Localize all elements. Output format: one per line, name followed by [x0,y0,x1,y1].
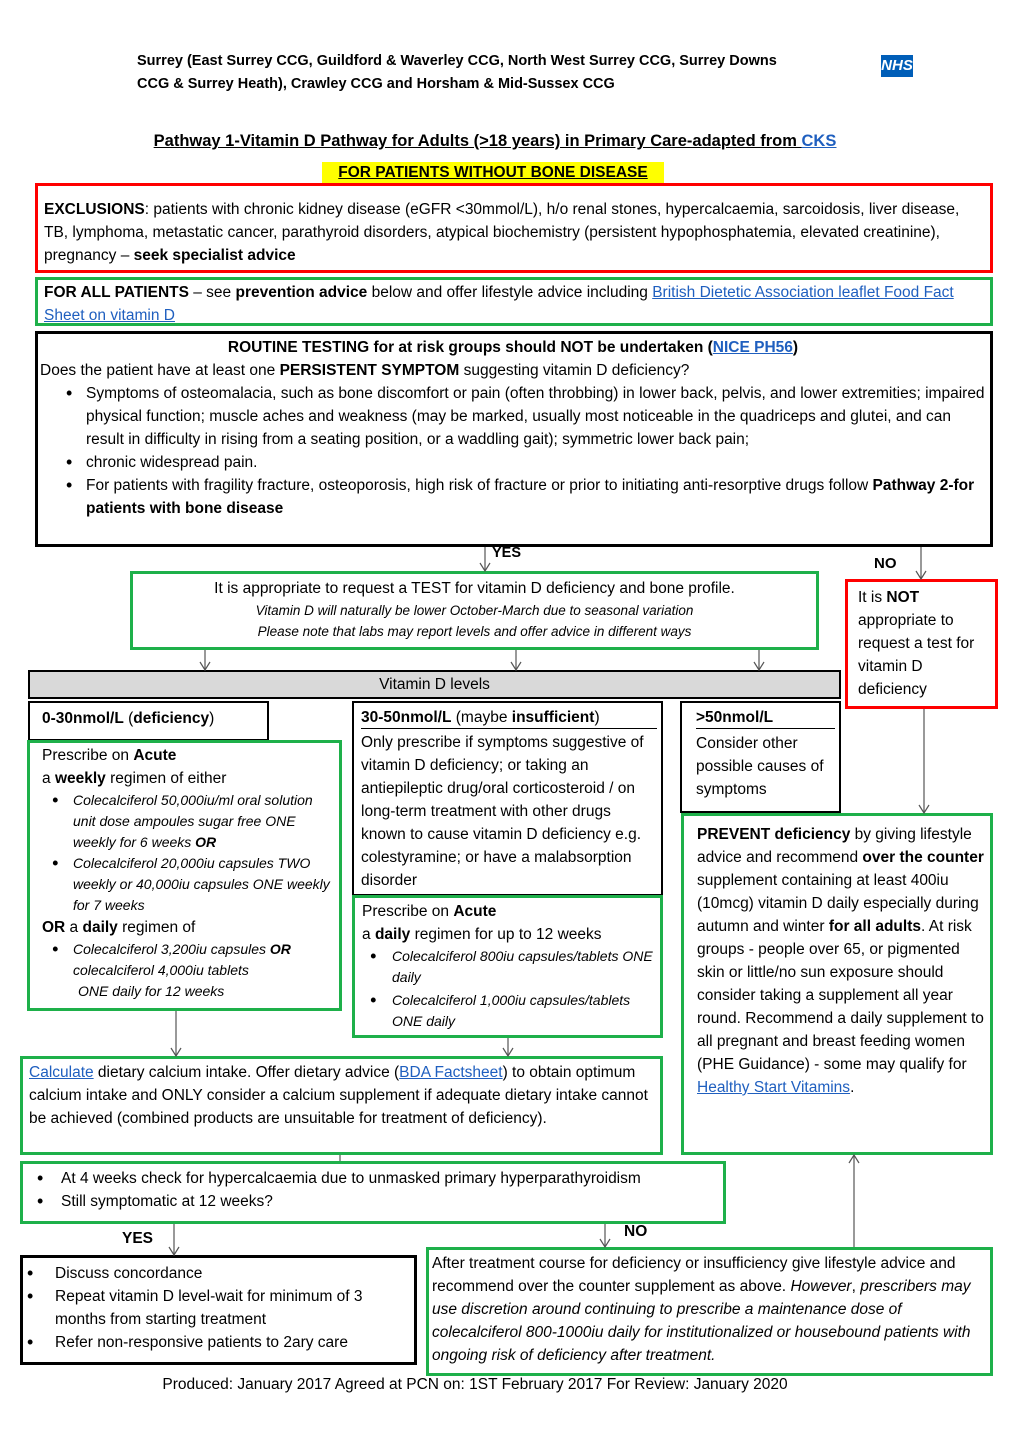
regimen-1-or: OR [195,834,217,850]
action-item: • Refer non-responsive patients to 2ary care [23,1331,410,1354]
after-italic-1: However [790,1278,852,1295]
question-text-2: suggesting vitamin D deficiency? [459,362,690,379]
all-patients-label: FOR ALL PATIENTS [44,284,189,301]
bda-factsheet-link[interactable]: BDA Factsheet [399,1064,503,1081]
all-patients-text-1: – see [188,284,236,301]
no-label-bottom: NO [624,1223,648,1240]
daily-bold: daily [82,919,118,936]
yes-label-bottom: YES [122,1230,154,1247]
subtitle-text: FOR PATIENTS WITHOUT BONE DISEASE [338,164,648,181]
test-line-3: Please note that labs may report levels and offer advice in different ways [257,624,692,639]
title-text: Pathway 1-Vitamin D Pathway for Adults (>18 years) in Primary Care-adapted from [153,132,802,150]
daily-post: regimen of [117,919,196,936]
not-appropriate-bold: NOT [886,589,920,606]
over50-text: Consider other possible causes of symptoms [696,735,824,798]
nice-ph56-link[interactable]: NICE PH56 [712,339,793,356]
routine-heading-end: ) [792,339,799,356]
question-text-1: Does the patient have at least one [40,362,280,379]
prevent-bold-1: PREVENT deficiency [697,826,851,843]
check-item: • Still symptomatic at 12 weeks? [33,1190,719,1213]
prevent-text-3: . At risk groups - people over 65, or pigmented skin or little/no sun exposure should consider taking a supplement all year round. Recommend a daily supplement to all pregnant and breast feeding women (PHE Guidance) - some may qualify for [697,918,984,1073]
check-item: • At 4 weeks check for hypercalcaemia due to unmasked primary hyperparathyroidism [33,1167,719,1190]
regimen-3b: colecalciferol 4,000iu tablets [73,962,249,978]
prevent-bold-2: over the counter [862,849,984,866]
header-line-1: Surrey (East Surrey CCG, Guildford & Waverley CCG, North West Surrey CCG, Surrey Downs [137,53,777,69]
symptom-item: • Symptoms of osteomalacia, such as bone discomfort or pain (often throbbing) in lower back, pelvis, and lower extremities; impaired physical function; muscle aches and weakness (may be marked, usually most noticeable in the quadriceps and glutei, and can result in difficulty in rising from a seating position, or a waddling gait); symmetric lower back pain; [62,382,986,451]
after-text-2: , [851,1278,861,1295]
insuf-prescribe-pre: Prescribe on [362,903,454,920]
deficiency-open: ( [123,710,134,727]
prevent-text-2: supplement containing at least 400iu (10mcg) vitamin D daily especially during autumn and winter [697,872,979,935]
prevent-text-4: . [850,1079,855,1096]
bda-leaflet-link[interactable]: British Dietetic Association leaflet Food Fact Sheet on vitamin D [44,284,954,324]
after-text-1: After treatment course for deficiency or insufficiency give lifestyle advice and recommend over the counter supplement as above. [432,1255,956,1295]
deficiency-range: 0-30nmol/L [42,710,124,727]
regimen-3c: ONE daily for 12 weeks [78,983,225,999]
regimen-3-or: OR [269,941,291,957]
prevention-advice: prevention advice [235,284,368,301]
prevent-bold-3: for all adults [828,918,921,935]
weekly-bold: weekly [54,770,106,787]
insufficient-range: 30-50nmol/L [361,709,452,726]
regimen-1: Colecalciferol 50,000iu/ml oral solution unit dose ampoules sugar free ONE weekly for 6 weeks [73,792,313,850]
yes-label-top: YES [492,545,522,561]
calcium-text-2: ) to obtain optimum calcium intake and ONLY consider a calcium supplement if adequate dietary intake cannot be achieved (combined products are unsuitable for treatment of deficiency). [29,1064,648,1127]
exclusions-advice: seek specialist advice [133,247,296,264]
insuf-daily-post: regimen for up to 12 weeks [410,926,602,943]
calculate-link[interactable]: Calculate [29,1064,94,1081]
insuf-daily-pre: a [362,926,375,943]
pathway2-link: Pathway 2-for patients with bone disease [86,477,975,517]
no-label-top: NO [874,555,897,572]
insufficient-word: insufficient [511,709,595,726]
prevent-text-1: by giving lifestyle advice and recommend [697,826,972,866]
over50-label: >50nmol/L [696,709,835,729]
healthy-start-link[interactable]: Healthy Start Vitamins [697,1079,851,1096]
header-line-2: CCG & Surrey Heath), Crawley CCG and Horsham & Mid-Sussex CCG [137,76,615,92]
cks-link[interactable]: CKS [801,132,837,150]
insufficient-close: ) [594,709,600,726]
after-italic-2: prescribers may use discretion around continuing to prescribe a maintenance dose of colecalciferol 800-1000iu daily for institutionalized or housebound patients with ongoing risk of deficiency after treatment. [432,1278,971,1364]
not-appropriate-pre: It is [858,589,887,606]
not-appropriate-post: appropriate to request a test for vitamin D deficiency [858,612,975,698]
all-patients-text-2: below and offer lifestyle advice including [367,284,653,301]
insufficient-text: Only prescribe if symptoms suggestive of vitamin D deficiency; or taking an antiepileptic drug/oral corticosteroid / on long-term treatment with other drugs known to cause vitamin D deficiency e.g. colestyramine; or have a malabsorption disorder [361,734,644,889]
nhs-logo-text: NHS [881,57,913,74]
exclusions-text: : patients with chronic kidney disease (eGFR <30mmol/L), h/o renal stones, hypercalcaemia, sarcoidosis, liver disease, TB, lymphoma, metastatic cancer, parathyroid disorders, atypical biochemistry (persistent hypophosphatemia, elevated creatinine), pregnancy – [44,201,960,264]
routine-heading-text: ROUTINE TESTING for at risk groups should NOT be undertaken ( [227,339,713,356]
exclusions-label: EXCLUSIONS [44,201,145,218]
or-label: OR [42,919,66,936]
regimen-item: • Colecalciferol 20,000iu capsules TWO weekly or 40,000iu capsules ONE weekly for 7 weeks [48,853,333,916]
weekly-pre: a [42,770,55,787]
prescribe-bold: Acute [133,747,177,764]
regimen-3: Colecalciferol 3,200iu capsules [73,941,270,957]
footer: Produced: January 2017 Agreed at PCN on: 1ST February 2017 For Review: January 2020 [162,1376,788,1393]
insuf-daily-bold: daily [374,926,411,943]
deficiency-close: ) [209,710,215,727]
levels-header-text: Vitamin D levels [379,676,490,693]
action-item: • Repeat vitamin D level-wait for minimum of 3 months from starting treatment [23,1285,410,1331]
weekly-post: regimen of either [105,770,227,787]
symptom-item: • chronic widespread pain. [62,451,986,474]
regimen-item: • Colecalciferol 800iu capsules/tablets ONE daily [366,946,656,988]
test-line-1: It is appropriate to request a TEST for vitamin D deficiency and bone profile. [214,580,735,597]
insufficient-open: (maybe [451,709,512,726]
action-item: • Discuss concordance [23,1262,410,1285]
question-bold: PERSISTENT SYMPTOM [279,362,460,379]
test-line-2: Vitamin D will naturally be lower October-March due to seasonal variation [255,603,694,618]
insuf-prescribe-bold: Acute [453,903,497,920]
prescribe-pre: Prescribe on [42,747,134,764]
daily-pre: a [65,919,83,936]
deficiency-word: deficiency [133,710,210,727]
calcium-text-1: dietary calcium intake. Offer dietary advice ( [93,1064,400,1081]
bullet3-text: For patients with fragility fracture, osteoporosis, high risk of fracture or prior to initiating anti-resorptive drugs follow [86,477,873,494]
regimen-item: • Colecalciferol 1,000iu capsules/tablets ONE daily [366,990,656,1032]
